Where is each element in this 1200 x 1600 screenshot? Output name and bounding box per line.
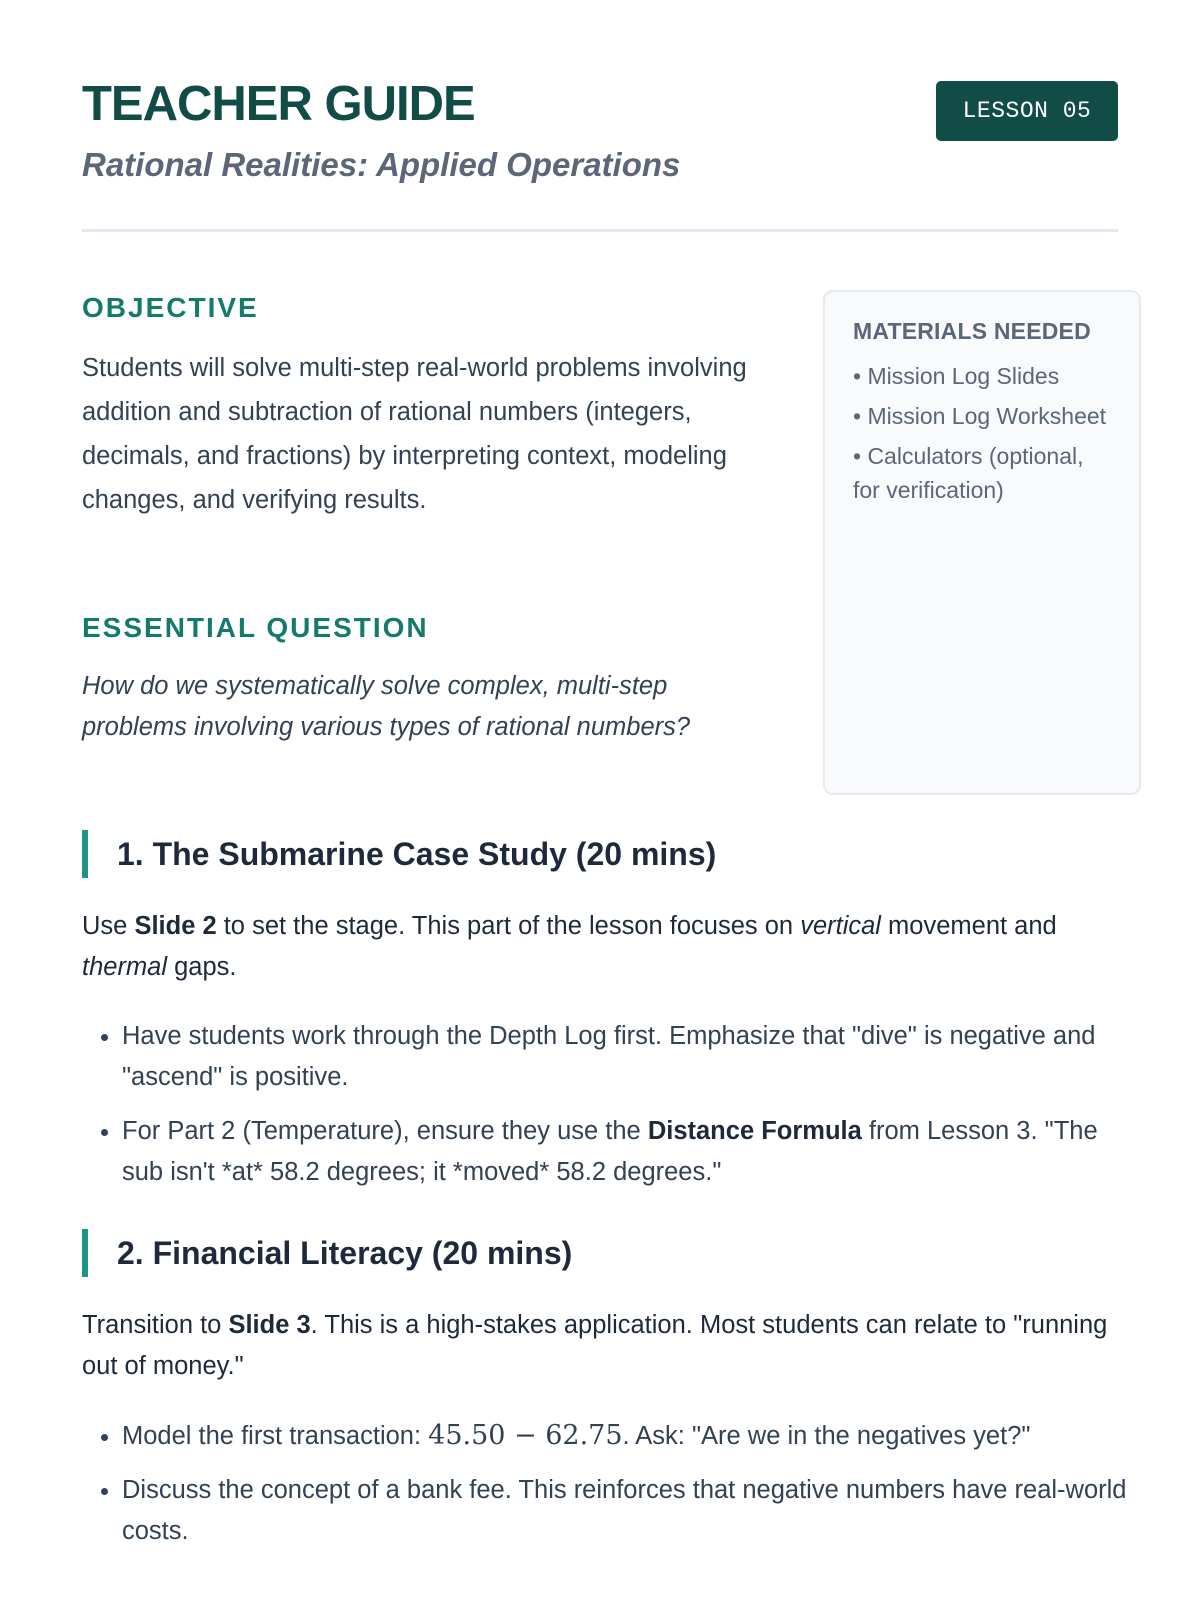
bullet-text: . Ask: "Are we in the negatives yet?" (622, 1422, 1031, 1450)
intro-text: movement and (880, 912, 1057, 940)
bold-term: Distance Formula (647, 1117, 862, 1145)
intro-text: to set the stage. This part of the lesson focuses on (216, 912, 801, 940)
essential-question-label: ESSENTIAL QUESTION (82, 612, 429, 643)
section-heading: 2. Financial Literacy (20 mins) (82, 1229, 1140, 1277)
guide-header (82, 0, 1118, 232)
bullet-text: For Part 2 (Temperature), ensure they use the (122, 1117, 648, 1145)
lesson-subtitle: Rational Realities: Applied Operations (82, 146, 681, 183)
materials-item: • Mission Log Worksheet (853, 403, 1107, 429)
section-intro (82, 1305, 1140, 1387)
materials-card (823, 290, 1141, 795)
intro-text: Transition to (82, 1311, 229, 1339)
slide-reference: Slide 2 (134, 912, 217, 940)
essential-question-section (82, 612, 772, 748)
bullet-text: from Lesson 3. "The sub isn't *at* 58.2 degrees; it *moved* 58.2 degrees." (122, 1117, 1098, 1186)
materials-title: MATERIALS NEEDED (853, 318, 1091, 344)
bullet-item (122, 1111, 1140, 1193)
slide-reference: Slide 3 (228, 1311, 311, 1339)
lesson-badge: LESSON 05 (936, 81, 1118, 141)
math-expression: 45.50 − 62.75 (428, 1420, 623, 1451)
objective-text: Students will solve multi-step real-world problems involving addition and subtraction of rational numbers (integers, decimals, and fractions) by interpreting context, modeling changes, and verifying results. (82, 354, 747, 514)
intro-text: Use (82, 912, 135, 940)
bullet-item: • Discuss the concept of a bank fee. This reinforces that negative numbers have real-world costs. (122, 1470, 1140, 1552)
page-title: TEACHER GUIDE (82, 77, 475, 131)
bullet-item: • Have students work through the Depth Log first. Emphasize that "dive" is negative and "ascend" is positive. (122, 1016, 1140, 1098)
essential-question-text: How do we systematically solve complex, multi-step problems involving various types of rational numbers? (82, 672, 691, 741)
bullet-text: Model the first transaction: (122, 1422, 429, 1450)
section-bullets (82, 1016, 1140, 1193)
section-submarine-case-study (82, 830, 1140, 1206)
objective-section (82, 292, 772, 522)
bullet-item (122, 1415, 1140, 1457)
materials-list (853, 359, 1113, 507)
objective-label: OBJECTIVE (82, 292, 259, 323)
section-heading: 1. The Submarine Case Study (20 mins) (82, 830, 1140, 878)
intro-text: gaps. (167, 953, 237, 981)
section-financial-literacy (82, 1229, 1140, 1565)
section-intro (82, 906, 1140, 988)
materials-item: • Calculators (optional, for verification) (853, 443, 1084, 503)
materials-item: • Mission Log Slides (853, 363, 1060, 389)
section-bullets (82, 1415, 1140, 1552)
emphasis-text: vertical (800, 912, 881, 940)
emphasis-text: thermal (82, 953, 168, 981)
intro-text: . This is a high-stakes application. Most students can relate to "running out of money." (82, 1311, 1108, 1380)
